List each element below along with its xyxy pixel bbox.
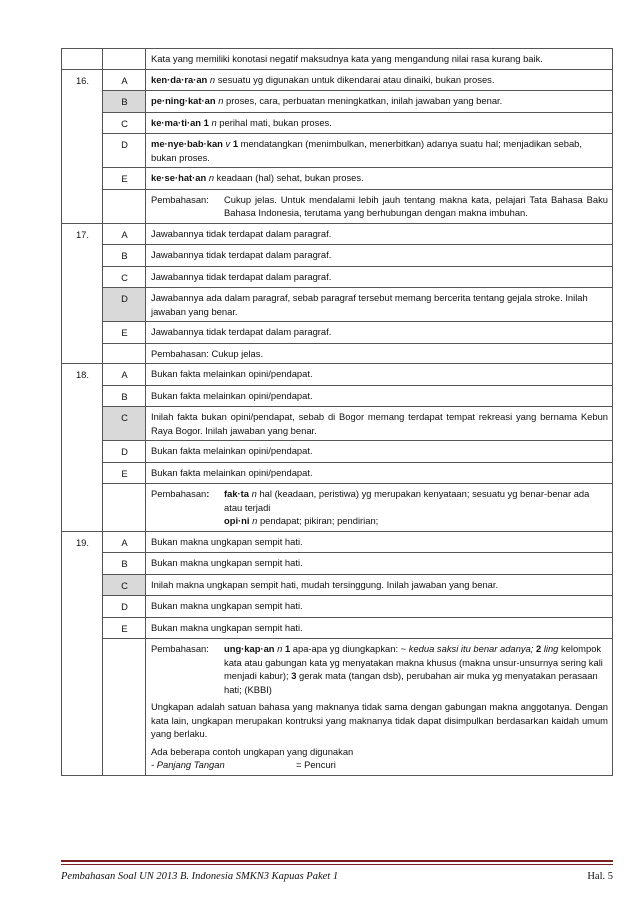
pembahasan-text: ung·kap·an n 1 apa-apa yg diungkapkan: ~ kedua saksi itu benar adanya; 2 ling kelompok kata atau gabungan kata yg menyatakan makna khusus (makna unsur-unsurnya sering kali menjadi kabur); 3 gerak mata (tangan dsb), perubahan air muka yg menyatakan perasaan hati; (KBBI) xyxy=(224,643,603,695)
pembahasan-cell: Pembahasan: fak·ta n hal (keadaan, peristiwa) yg merupakan kenyataan; sesuatu yg benar-benar ada atau terjadi opi·ni n pendapat; pikiran; pendirian; xyxy=(146,484,613,532)
examples-intro: Ada beberapa contoh ungkapan yang digunakan xyxy=(151,745,354,757)
option-letter-correct: C xyxy=(103,407,146,441)
pembahasan-label: Pembahasan: xyxy=(151,643,209,654)
footer-rule xyxy=(61,860,613,862)
table-row xyxy=(62,531,613,553)
pembahasan-text: fak·ta n hal (keadaan, peristiwa) yg merupakan kenyataan; sesuatu yg benar-benar ada atau terjadi opi·ni n pendapat; pikiran; pendirian; xyxy=(224,488,590,526)
option-letter: E xyxy=(103,168,146,190)
table-row xyxy=(62,266,613,288)
option-letter-correct: D xyxy=(103,288,146,322)
pembahasan-cell xyxy=(146,189,613,223)
option-text: Jawabannya tidak terdapat dalam paragraf. xyxy=(146,223,613,245)
option-text: Bukan makna ungkapan sempit hati. xyxy=(146,596,613,618)
question-number: 17. xyxy=(62,223,103,364)
option-text: Bukan makna ungkapan sempit hati. xyxy=(146,531,613,553)
example-key: - Panjang Tangan xyxy=(151,759,225,770)
option-text: pe·ning·kat·an n proses, cara, perbuatan meningkatkan, inilah jawaban yang benar. xyxy=(146,91,613,113)
table-row xyxy=(62,364,613,386)
intro-text: Kata yang memiliki konotasi negatif maksudnya kata yang mengandung nilai rasa kurang baik. xyxy=(146,49,613,70)
pembahasan-label: Pembahasan: xyxy=(151,193,209,205)
option-letter: C xyxy=(103,266,146,288)
option-letter: A xyxy=(103,364,146,386)
option-text: Bukan fakta melainkan opini/pendapat. xyxy=(146,385,613,407)
table-row xyxy=(62,385,613,407)
answer-table xyxy=(61,48,613,776)
table-row xyxy=(62,288,613,322)
option-letter: D xyxy=(103,596,146,618)
question-number: 19. xyxy=(62,531,103,775)
table-row xyxy=(62,134,613,168)
table-row xyxy=(62,168,613,190)
table-row xyxy=(62,49,613,70)
table-row xyxy=(62,574,613,596)
pembahasan-text: Pembahasan: Cukup jelas. xyxy=(146,343,613,364)
table-row xyxy=(62,189,613,223)
table-row xyxy=(62,639,613,776)
table-row xyxy=(62,245,613,267)
table-row xyxy=(62,462,613,484)
page-footer xyxy=(61,860,613,882)
option-letter: E xyxy=(103,322,146,344)
page-number: Hal. 5 xyxy=(587,871,613,882)
example-value: = Pencuri xyxy=(296,759,336,770)
table-row xyxy=(62,407,613,441)
example-row xyxy=(151,758,608,772)
table-row xyxy=(62,484,613,532)
option-letter: E xyxy=(103,462,146,484)
option-letter: E xyxy=(103,617,146,639)
ungkapan-paragraph: Ungkapan adalah satuan bahasa yang maknanya tidak sama dengan gabungan makna anggotanya. Dengan kata lain, ungkapan merupakan kontruksi yang maknanya tidak dapat disimpulkan berdasarkan kaidah umum yang berlaku. xyxy=(151,701,608,739)
answer-table-container xyxy=(61,48,613,776)
option-letter: C xyxy=(103,112,146,134)
option-letter: A xyxy=(103,223,146,245)
option-text: Jawabannya tidak terdapat dalam paragraf. xyxy=(146,245,613,267)
pembahasan-label: Pembahasan xyxy=(151,488,207,499)
table-row xyxy=(62,596,613,618)
table-row xyxy=(62,91,613,113)
option-letter: B xyxy=(103,385,146,407)
option-letter: D xyxy=(103,441,146,463)
option-text: Inilah fakta bukan opini/pendapat, sebab di Bogor memang terdapat tempat rekreasi yang bernama Kebun Raya Bogor. Inilah jawaban yang benar. xyxy=(146,407,613,441)
option-text: Bukan makna ungkapan sempit hati. xyxy=(146,617,613,639)
pembahasan-text: Cukup jelas. Untuk mendalami lebih jauh tentang makna kata, pelajari Tata Bahasa Baku Bahasa Indonesia, terutama yang berhubungan dengan makna imbuhan. xyxy=(224,193,608,218)
option-text: me·nye·bab·kan v 1 mendatangkan (menimbulkan, menerbitkan) adanya suatu hal; menjadikan sebab, bukan proses. xyxy=(146,134,613,168)
option-text: Inilah makna ungkapan sempit hati, mudah tersinggung. Inilah jawaban yang benar. xyxy=(146,574,613,596)
option-letter: B xyxy=(103,245,146,267)
table-row xyxy=(62,223,613,245)
option-text: Bukan fakta melainkan opini/pendapat. xyxy=(146,441,613,463)
table-row xyxy=(62,553,613,575)
option-text: Jawabannya tidak terdapat dalam paragraf. xyxy=(146,266,613,288)
table-row xyxy=(62,617,613,639)
option-letter: B xyxy=(103,553,146,575)
option-text: ken·da·ra·an n sesuatu yg digunakan untuk dikendarai atau dinaiki, bukan proses. xyxy=(146,69,613,91)
footer-title: Pembahasan Soal UN 2013 B. Indonesia SMKN3 Kapuas Paket 1 xyxy=(61,871,339,882)
option-text: ke·ma·ti·an 1 n perihal mati, bukan proses. xyxy=(146,112,613,134)
option-letter: A xyxy=(103,531,146,553)
table-row xyxy=(62,322,613,344)
option-text: Jawabannya ada dalam paragraf, sebab paragraf tersebut memang bercerita tentang gejala stroke. Inilah jawaban yang benar. xyxy=(146,288,613,322)
footer-rule-thin xyxy=(61,864,613,865)
table-row xyxy=(62,343,613,364)
table-row xyxy=(62,441,613,463)
table-row xyxy=(62,69,613,91)
option-text: Jawabannya tidak terdapat dalam paragraf. xyxy=(146,322,613,344)
table-row xyxy=(62,112,613,134)
option-letter-correct: B xyxy=(103,91,146,113)
question-number: 18. xyxy=(62,364,103,532)
question-number: 16. xyxy=(62,69,103,223)
option-text: ke·se·hat·an n keadaan (hal) sehat, bukan proses. xyxy=(146,168,613,190)
option-letter: A xyxy=(103,69,146,91)
option-text: Bukan fakta melainkan opini/pendapat. xyxy=(146,462,613,484)
option-letter: D xyxy=(103,134,146,168)
pembahasan-cell xyxy=(146,639,613,776)
option-text: Bukan makna ungkapan sempit hati. xyxy=(146,553,613,575)
option-text: Bukan fakta melainkan opini/pendapat. xyxy=(146,364,613,386)
option-letter-correct: C xyxy=(103,574,146,596)
